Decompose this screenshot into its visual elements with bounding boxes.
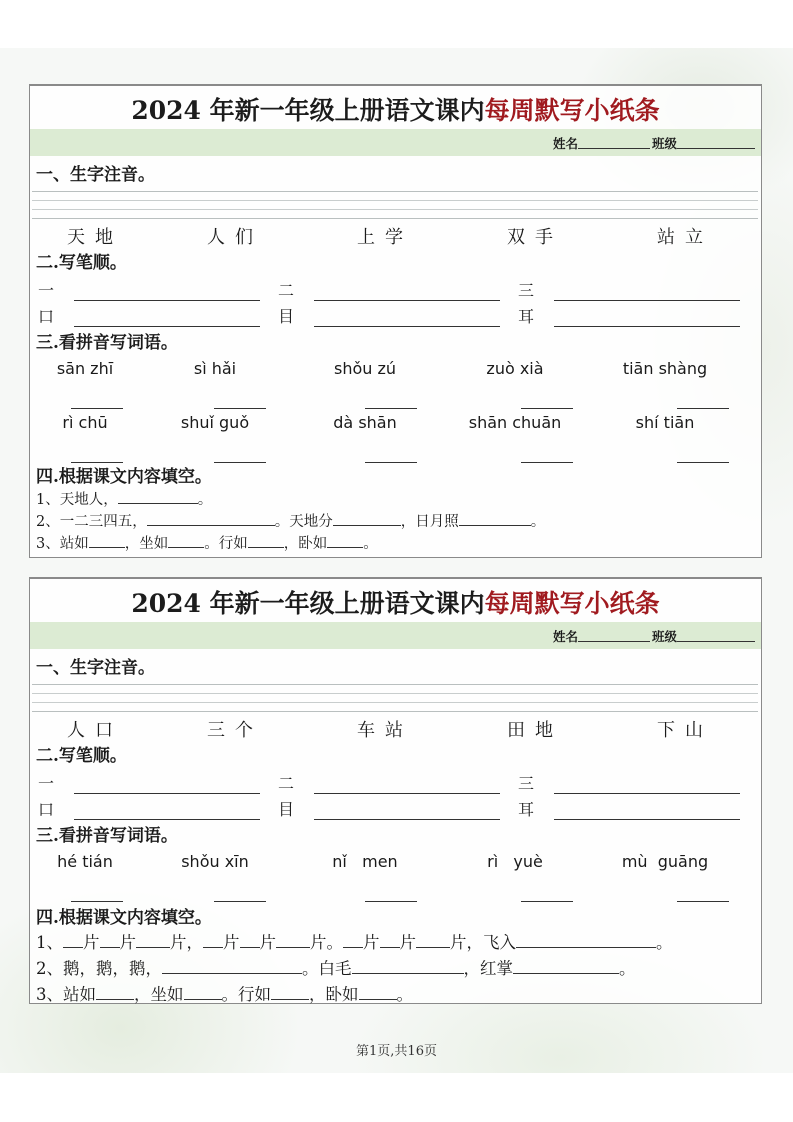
fill-text: 片 <box>170 933 187 952</box>
fill-blank[interactable] <box>100 933 120 948</box>
word: 人们 <box>207 227 263 248</box>
fill-text: ，坐如 <box>124 536 169 552</box>
fill-line-3 <box>30 533 761 555</box>
word: 人口 <box>67 720 123 741</box>
name-field[interactable] <box>578 629 650 642</box>
page-indicator: 第1页,共16页 <box>356 1044 437 1059</box>
fill-text: 片 <box>223 933 240 952</box>
word: 田地 <box>507 720 563 741</box>
student-info-band <box>30 129 761 156</box>
fill-blank[interactable] <box>136 933 170 948</box>
fill-text: ，坐如 <box>134 985 184 1004</box>
worksheet-1 <box>29 84 762 558</box>
word: 站立 <box>657 227 713 248</box>
pinyin: shǒu zú <box>333 359 397 378</box>
fill-text: 3、站如 <box>36 985 96 1004</box>
stroke-answer-line[interactable] <box>74 308 260 327</box>
fill-blank[interactable] <box>333 511 401 526</box>
fill-text: ，卧如 <box>283 536 328 552</box>
answer-blank[interactable] <box>214 462 266 463</box>
stroke-char: 二 <box>278 774 295 793</box>
stroke-answer-line[interactable] <box>554 775 740 794</box>
word: 天地 <box>67 227 123 248</box>
fill-blank[interactable] <box>327 533 363 548</box>
fill-blank[interactable] <box>276 933 310 948</box>
name-label: 姓名 <box>552 135 578 151</box>
stroke-char: 三 <box>518 281 535 300</box>
pinyin-writing-lines[interactable] <box>32 684 758 712</box>
pinyin: shān chuān <box>468 413 562 432</box>
word: 上学 <box>357 227 413 248</box>
pinyin: nǐ men <box>332 852 398 871</box>
fill-blank[interactable] <box>89 533 125 548</box>
fill-text: ， <box>186 933 203 952</box>
fill-blank[interactable] <box>184 985 222 1000</box>
section-3-heading: 三.看拼音写词语。 <box>36 826 178 846</box>
stroke-char: 一 <box>38 281 55 300</box>
answer-blank[interactable] <box>521 462 573 463</box>
stroke-answer-line[interactable] <box>554 801 740 820</box>
section-3-heading: 三.看拼音写词语。 <box>36 333 178 353</box>
fill-text: 片 <box>363 933 380 952</box>
fill-text: 。天地分 <box>274 514 333 530</box>
name-label: 姓名 <box>552 628 578 644</box>
pinyin-row <box>30 355 761 383</box>
fill-text: 。白毛 <box>302 959 352 978</box>
fill-blank[interactable] <box>248 533 284 548</box>
answer-blanks <box>30 876 761 902</box>
fill-text: 片 <box>450 933 467 952</box>
fill-blank[interactable] <box>118 489 198 504</box>
fill-text: 1、天地人， <box>36 492 118 508</box>
section-1-heading: 一、生字注音。 <box>36 658 155 678</box>
word: 三个 <box>207 720 263 741</box>
section-2-heading: 二.写笔顺。 <box>36 253 127 273</box>
fill-text: 。 <box>363 536 378 552</box>
pinyin: sì hǎi <box>193 359 237 378</box>
stroke-char: 耳 <box>518 307 535 326</box>
fill-text: 3、站如 <box>36 536 89 552</box>
fill-line-2 <box>30 956 761 982</box>
worksheet-2 <box>29 577 762 1004</box>
class-label: 班级 <box>651 628 677 644</box>
fill-line-3 <box>30 982 761 1008</box>
student-info-band <box>30 622 761 649</box>
pinyin: shǒu xīn <box>181 852 249 871</box>
fill-blank[interactable] <box>459 511 531 526</box>
worksheet-title <box>30 86 761 129</box>
stroke-char: 口 <box>38 307 55 326</box>
stroke-order-row <box>30 301 761 327</box>
stroke-answer-line[interactable] <box>314 308 500 327</box>
stroke-char: 口 <box>38 800 55 819</box>
name-field[interactable] <box>578 136 650 149</box>
section-4-heading: 四.根据课文内容填空。 <box>36 467 212 487</box>
section-4-heading: 四.根据课文内容填空。 <box>36 908 212 928</box>
answer-blank[interactable] <box>365 901 417 902</box>
fill-blank[interactable] <box>240 933 260 948</box>
fill-text: ，飞入 <box>466 933 516 952</box>
section-2-heading: 二.写笔顺。 <box>36 746 127 766</box>
pinyin: rì chū <box>62 413 108 432</box>
title-main: 2024 年新一年级上册语文课内 <box>131 95 485 125</box>
class-label: 班级 <box>651 135 677 151</box>
stroke-char: 目 <box>278 307 295 326</box>
pinyin-row <box>30 848 761 876</box>
stroke-answer-line[interactable] <box>74 775 260 794</box>
fill-blank[interactable] <box>352 959 464 974</box>
fill-text: 片 <box>259 933 276 952</box>
answer-blank[interactable] <box>677 901 729 902</box>
fill-line-1 <box>30 489 761 511</box>
pinyin: mù guāng <box>621 852 709 871</box>
answer-blank[interactable] <box>71 462 123 463</box>
worksheet-title <box>30 579 761 622</box>
stroke-answer-line[interactable] <box>314 801 500 820</box>
fill-text: 片 <box>119 933 136 952</box>
pinyin-row <box>30 409 761 437</box>
pinyin: shuǐ guǒ <box>180 413 250 432</box>
fill-blank[interactable] <box>359 985 397 1000</box>
fill-text: 。 <box>326 933 343 952</box>
fill-text: 1、 <box>36 933 63 952</box>
stroke-answer-line[interactable] <box>554 282 740 301</box>
section-1-words <box>30 225 761 251</box>
fill-text: 片 <box>310 933 327 952</box>
word: 双手 <box>507 227 563 248</box>
fill-text: 片 <box>83 933 100 952</box>
title-highlight: 每周默写小纸条 <box>484 95 660 125</box>
fill-text: 。行如 <box>204 536 248 552</box>
pinyin: dà shān <box>333 413 397 432</box>
fill-text: 2、鹅，鹅，鹅， <box>36 959 162 978</box>
fill-text: ，红掌 <box>463 959 513 978</box>
fill-text: 2、一二三四五， <box>36 514 147 530</box>
fill-text: 。行如 <box>221 985 271 1004</box>
fill-text: 。 <box>396 985 413 1004</box>
pinyin: sān zhī <box>56 359 114 378</box>
title-main: 2024 年新一年级上册语文课内 <box>131 588 485 618</box>
fill-blank[interactable] <box>147 511 275 526</box>
pinyin: tiān shàng <box>622 359 708 378</box>
answer-blank[interactable] <box>71 901 123 902</box>
stroke-answer-line[interactable] <box>74 801 260 820</box>
fill-blank[interactable] <box>516 933 656 948</box>
stroke-char: 耳 <box>518 800 535 819</box>
pinyin: rì yuè <box>487 852 543 871</box>
fill-blank[interactable] <box>162 959 302 974</box>
fill-text: 。 <box>619 959 636 978</box>
title-highlight: 每周默写小纸条 <box>484 588 660 618</box>
answer-blanks <box>30 437 761 463</box>
answer-blank[interactable] <box>677 462 729 463</box>
word: 下山 <box>657 720 713 741</box>
stroke-order-row <box>30 275 761 301</box>
stroke-answer-line[interactable] <box>554 308 740 327</box>
pinyin-writing-lines[interactable] <box>32 191 758 219</box>
fill-text: ，卧如 <box>309 985 359 1004</box>
stroke-char: 一 <box>38 774 55 793</box>
stroke-answer-line[interactable] <box>314 282 500 301</box>
fill-blank[interactable] <box>416 933 450 948</box>
fill-text: 。 <box>197 492 213 508</box>
fill-blank[interactable] <box>63 933 83 948</box>
answer-blank[interactable] <box>214 901 266 902</box>
fill-blank[interactable] <box>271 985 309 1000</box>
stroke-char: 目 <box>278 800 295 819</box>
section-1-heading: 一、生字注音。 <box>36 165 155 185</box>
fill-blank[interactable] <box>513 959 619 974</box>
pinyin: hé tián <box>57 852 113 871</box>
fill-line-2 <box>30 511 761 533</box>
class-field[interactable] <box>677 629 755 642</box>
fill-text: 片 <box>399 933 416 952</box>
fill-blank[interactable] <box>168 533 204 548</box>
pinyin: shí tiān <box>635 413 695 432</box>
fill-blank[interactable] <box>343 933 363 948</box>
fill-line-1 <box>30 930 761 956</box>
stroke-char: 三 <box>518 774 535 793</box>
stroke-answer-line[interactable] <box>314 775 500 794</box>
answer-blanks <box>30 383 761 409</box>
answer-blank[interactable] <box>521 901 573 902</box>
fill-blank[interactable] <box>203 933 223 948</box>
answer-blank[interactable] <box>365 462 417 463</box>
stroke-answer-line[interactable] <box>74 282 260 301</box>
pinyin: zuò xià <box>486 359 544 378</box>
fill-text: 。 <box>656 933 673 952</box>
stroke-char: 二 <box>278 281 295 300</box>
stroke-order-row <box>30 768 761 794</box>
section-1-words <box>30 718 761 744</box>
word: 车站 <box>357 720 413 741</box>
fill-blank[interactable] <box>380 933 400 948</box>
class-field[interactable] <box>677 136 755 149</box>
fill-text: 。 <box>530 514 546 530</box>
fill-text: ，日月照 <box>400 514 459 530</box>
fill-blank[interactable] <box>96 985 134 1000</box>
stroke-order-row <box>30 794 761 820</box>
